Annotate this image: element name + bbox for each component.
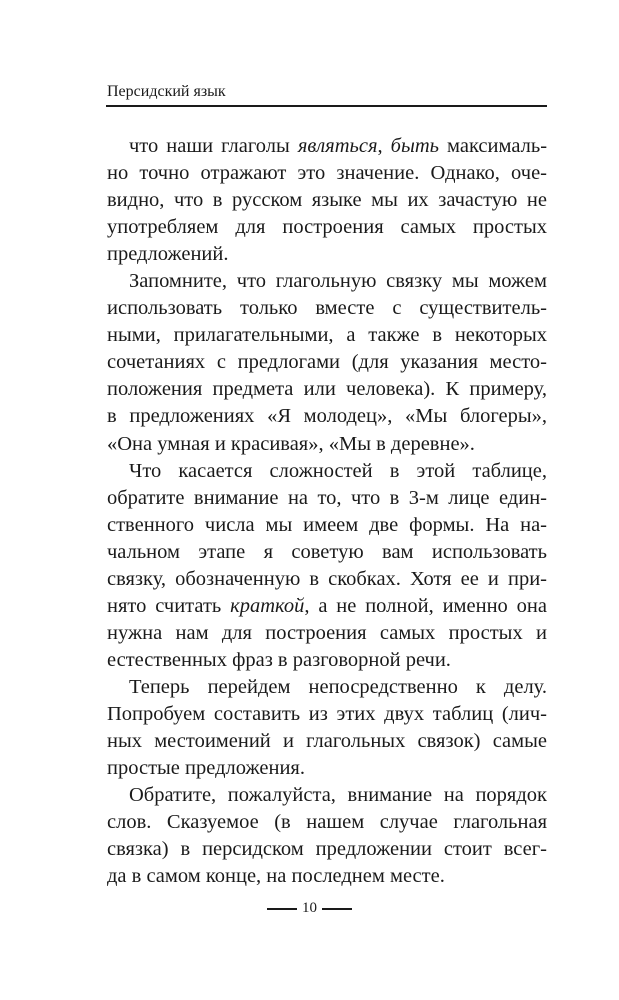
italic-term: быть xyxy=(390,135,439,157)
text-segment: ных местоимений и глагольных связок) самые xyxy=(107,730,547,753)
text-segment: , xyxy=(377,135,391,157)
text-segment: ственного числа мы имеем две формы. На на- xyxy=(107,513,547,536)
text-segment: обратите внимание на то, что в 3-м лице един- xyxy=(107,486,547,509)
text-segment: Обратите, пожалуйста, внимание на порядок xyxy=(129,784,547,807)
text-line xyxy=(107,593,547,620)
text-segment: нято считать xyxy=(107,594,231,617)
body-text xyxy=(107,133,547,890)
text-line xyxy=(107,566,547,593)
folio-dash-left xyxy=(267,908,297,910)
text-segment: в предложениях «Я молодец», «Мы блогеры», xyxy=(107,405,547,428)
text-line xyxy=(107,214,547,241)
text-line xyxy=(107,403,547,430)
text-line xyxy=(107,701,547,728)
folio-dash-right xyxy=(322,908,352,910)
text-line xyxy=(107,133,547,160)
text-line xyxy=(107,512,547,539)
text-line xyxy=(107,458,547,485)
text-segment: Попробуем составить из этих двух таблиц (лич- xyxy=(107,702,547,725)
text-line xyxy=(107,376,547,403)
text-line xyxy=(107,431,547,458)
text-line xyxy=(107,620,547,647)
paragraph xyxy=(107,782,547,890)
header-rule xyxy=(106,105,547,107)
text-line xyxy=(107,241,547,268)
text-segment: ными, прилагательными, а также в некоторых xyxy=(107,324,547,347)
text-line xyxy=(107,349,547,376)
text-segment: связку, обозначенную в скобках. Хотя ее и при- xyxy=(107,567,547,590)
text-segment: Что касается сложностей в этой таблице, xyxy=(129,459,547,482)
italic-term: являться xyxy=(297,135,378,157)
text-line xyxy=(107,485,547,512)
text-line xyxy=(107,268,547,295)
text-segment: связка) в персидском предложении стоит всег- xyxy=(107,838,547,861)
text-segment: чальном этапе я советую вам использовать xyxy=(107,540,547,563)
paragraph xyxy=(107,268,547,457)
text-segment: Теперь перейдем непосредственно к делу. xyxy=(129,675,547,698)
text-segment: максималь- xyxy=(439,135,548,157)
text-segment: положения предмета или человека). К примеру, xyxy=(107,378,547,401)
text-segment: простые предложения. xyxy=(107,757,305,780)
text-segment: Запомните, что глагольную связку мы можем xyxy=(129,270,547,293)
text-line xyxy=(107,160,547,187)
text-segment: использовать только вместе с существитель- xyxy=(107,297,547,320)
text-line xyxy=(107,755,547,782)
text-line xyxy=(107,863,547,890)
text-line xyxy=(107,674,547,701)
text-segment: что наши глаголы xyxy=(129,135,298,157)
text-segment: «Она умная и красивая», «Мы в деревне». xyxy=(107,432,475,455)
text-segment: естественных фраз в разговорной речи. xyxy=(107,648,451,671)
text-line xyxy=(107,782,547,809)
text-line xyxy=(107,295,547,322)
page-number-footer xyxy=(0,900,619,917)
italic-term: краткой xyxy=(230,594,305,617)
text-segment: слов. Сказуемое (в нашем случае глагольная xyxy=(107,811,547,834)
text-line xyxy=(107,322,547,349)
text-segment: да в самом конце, на последнем месте. xyxy=(107,865,445,888)
text-segment: сочетаниях с предлогами (для указания место- xyxy=(107,351,547,374)
text-line xyxy=(107,728,547,755)
text-segment: видно, что в русском языке мы их зачастую не xyxy=(107,189,547,212)
text-line xyxy=(107,836,547,863)
text-segment: предложений. xyxy=(107,243,229,266)
text-segment: но точно отражают это значение. Однако, оче- xyxy=(107,162,547,185)
text-segment: употребляем для построения самых простых xyxy=(107,216,547,239)
text-segment: , а не полной, именно она xyxy=(304,594,547,617)
text-line xyxy=(107,647,547,674)
paragraph xyxy=(107,133,547,268)
paragraph xyxy=(107,458,547,674)
running-head-title: Персидский язык xyxy=(107,83,226,100)
text-segment: нужна нам для построения самых простых и xyxy=(107,621,547,644)
text-line xyxy=(107,809,547,836)
text-line xyxy=(107,539,547,566)
paragraph xyxy=(107,674,547,782)
page-number: 10 xyxy=(302,900,317,916)
text-line xyxy=(107,187,547,214)
